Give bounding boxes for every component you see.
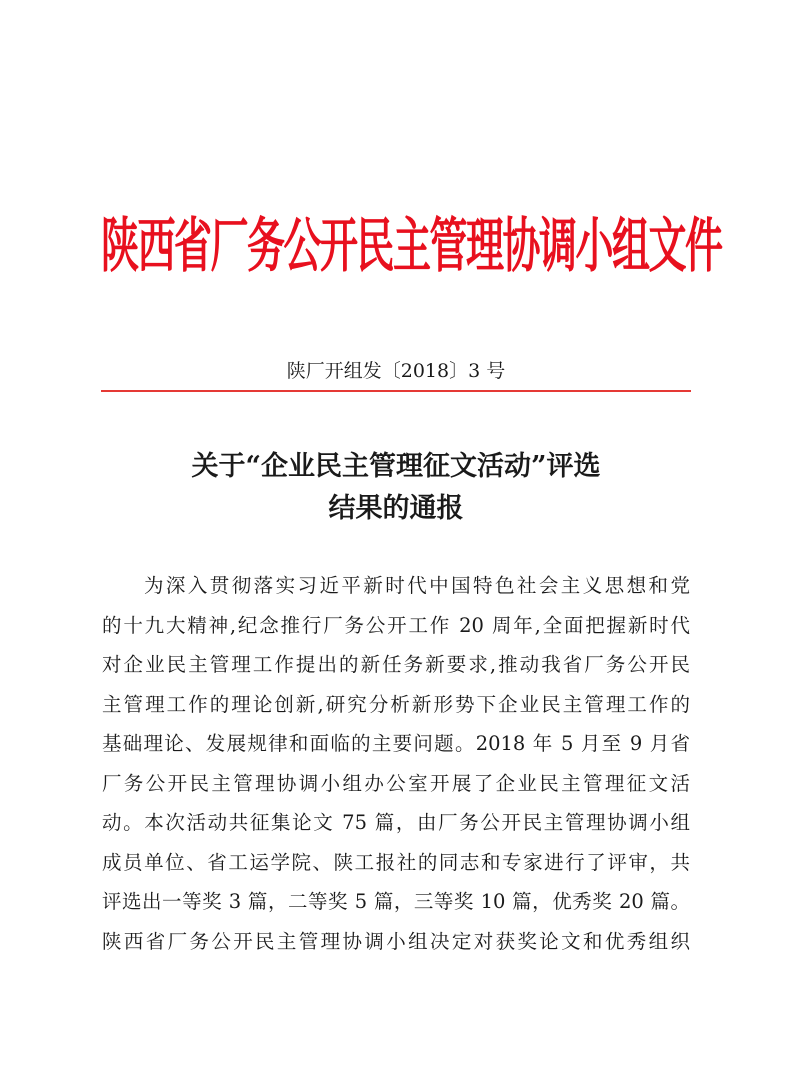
document-number: 陕厂开组发〔2018〕3 号 — [286, 360, 506, 382]
body-line: 为深入贯彻落实习近平新时代中国特色社会主义思想和党 — [144, 574, 690, 597]
body-line: 动。本次活动共征集论文 75 篇，由厂务公开民主管理协调小组 — [102, 811, 690, 834]
body-line: 陕西省厂务公开民主管理协调小组决定对获奖论文和优秀组织 — [102, 929, 690, 953]
body-line: 评选出一等奖 3 篇，二等奖 5 篇，三等奖 10 篇，优秀奖 20 篇。 — [102, 890, 690, 913]
notice-title-line-1: 关于“企业民主管理征文活动”评选 — [191, 451, 601, 482]
body-line: 的十九大精神,纪念推行厂务公开工作 20 周年,全面把握新时代 — [102, 613, 690, 637]
notice-title-line-2: 结果的通报 — [328, 493, 464, 524]
body-line: 对企业民主管理工作提出的新任务新要求,推动我省厂务公开民 — [102, 653, 690, 676]
body-line: 主管理工作的理论创新,研究分析新形势下企业民主管理工作的 — [102, 692, 690, 716]
letterhead-title-text: 陕西省厂务公开民主管理协调小组文件 — [101, 210, 722, 281]
body-line: 厂务公开民主管理协调小组办公室开展了企业民主管理征文活 — [102, 771, 690, 795]
letterhead-title — [101, 206, 722, 286]
body-line: 成员单位、省工运学院、陕工报社的同志和专家进行了评审，共 — [102, 850, 690, 874]
body-line: 基础理论、发展规律和面临的主要问题。2018 年 5 月至 9 月省 — [102, 732, 690, 755]
body-paragraph — [102, 566, 690, 961]
red-divider-rule — [101, 390, 691, 392]
notice-title — [101, 446, 691, 530]
